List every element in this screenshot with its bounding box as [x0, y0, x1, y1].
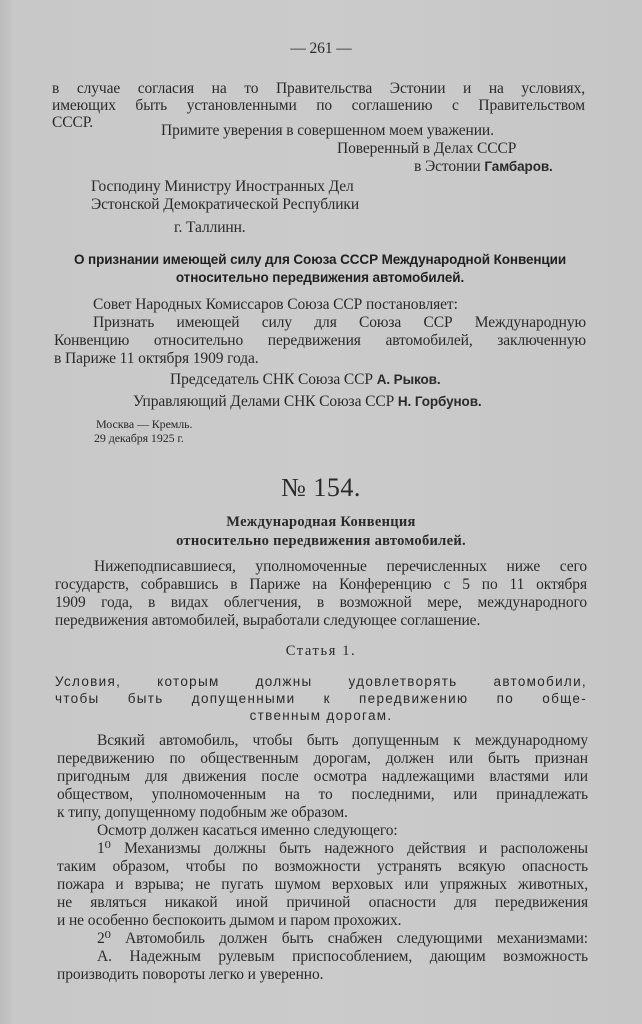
paragraph-line: обществом, уполномоченным на то последними, или принадлежать — [57, 786, 588, 803]
manager-title: Управляющий Делами СНК Союза ССР — [133, 393, 395, 410]
intro-line: Нижеподписавшиеся, уполномоченные перечисленных ниже сего — [94, 558, 587, 575]
article-heading-line: ственным дорогам. — [249, 708, 393, 723]
letter-line: СССР. — [52, 114, 94, 131]
item-line: таким образом, чтобы по возможности устранять всякую опасность — [57, 858, 588, 875]
decree-date: 29 декабря 1925 г. — [94, 431, 184, 445]
manager-signature — [133, 393, 482, 411]
intro-line: 1909 года, в видах облегчения, в возможной мере, международного — [55, 594, 587, 611]
decree-place: Москва — Кремль. — [96, 417, 193, 431]
decree-body-line: в Париже 11 октября 1909 года. — [54, 350, 259, 367]
paragraph-line: пригодным для движения после осмотра надлежащими властями или — [57, 768, 588, 785]
item-line: и не особенно беспокоить дымом и паром прохожих. — [57, 912, 402, 929]
decree-body-line: Признать имеющей силу для Союза ССР Международную — [93, 314, 586, 331]
signature-name: Гамбаров. — [484, 159, 553, 174]
addressee-line: Эстонской Демократической Республики — [91, 196, 360, 213]
decree-title-line: относительно передвижения автомобилей. — [175, 270, 465, 285]
signature-location: в Эстонии — [414, 158, 481, 175]
article-heading-line: чтобы быть допущенными к передвижению по обще- — [55, 691, 587, 706]
item-line: А. Надежным рулевым приспособлением, дающим возможность — [97, 948, 588, 965]
decree-title-line: О признании имеющей силу для Союза СССР Международной Конвенции — [73, 252, 567, 267]
paragraph-line: Всякий автомобиль, чтобы быть допущенным к международному — [97, 732, 588, 749]
closing-phrase — [161, 122, 561, 140]
item-line: не являться никакой иной причиной опасности для передвижения — [57, 894, 588, 911]
page-number: — 261 — — [290, 40, 352, 57]
document-title-line: Международная Конвенция — [226, 514, 416, 530]
letter-line: имеющих быть установленными по соглашению с Правительством — [52, 97, 585, 114]
addressee-line: Господину Министру Иностранных Дел — [91, 178, 354, 195]
article-heading-line: Условия, которым должны удовлетворять автомобили, — [55, 674, 587, 689]
paragraph-line: к типу, допущенному подобным же образом. — [57, 804, 348, 821]
item-line: пожара и взрыва; не пугать шумом верховых или упряжных животных, — [57, 876, 588, 893]
document-title-line: относительно передвижения автомобилей. — [176, 533, 466, 549]
signature-line — [414, 158, 553, 176]
item-line: 1⁰ Механизмы должны быть надежного действия и расположены — [97, 840, 588, 857]
closing-text: Примите уверения в совершенном моем уважении. — [161, 122, 494, 139]
document-number: № 154. — [281, 473, 361, 502]
intro-line: передвижения автомобилей, выработали следующее соглашение. — [55, 612, 481, 629]
decree-body-line: Конвенцию относительно передвижения автомобилей, заключенную — [54, 332, 586, 349]
signature-title: Поверенный в Делах СССР — [337, 140, 517, 157]
letter-line: в случае согласия на то Правительства Эстонии и на условиях, — [52, 80, 585, 97]
paragraph-2: Осмотр должен касаться именно следующего: — [97, 822, 398, 839]
paragraph-line: передвижению по общественным дорогам, должен или быть признан — [57, 750, 588, 767]
intro-line: государств, собравшись в Париже на Конференцию с 5 по 11 октября — [55, 576, 587, 593]
chairman-title: Председатель СНК Союза ССР — [170, 371, 373, 388]
item-2: 2⁰ Автомобиль должен быть снабжен следующими механизмами: — [97, 930, 588, 947]
item-line: производить повороты легко и уверенно. — [57, 966, 324, 983]
manager-name: Н. Горбунов. — [397, 394, 482, 409]
addressee-city: г. Таллинн. — [174, 219, 246, 236]
article-label: Статья 1. — [285, 643, 357, 659]
chairman-name: А. Рыков. — [376, 372, 441, 387]
decree-preamble: Совет Народных Комиссаров Союза ССР постановляет: — [93, 296, 458, 313]
chairman-signature — [170, 371, 440, 389]
